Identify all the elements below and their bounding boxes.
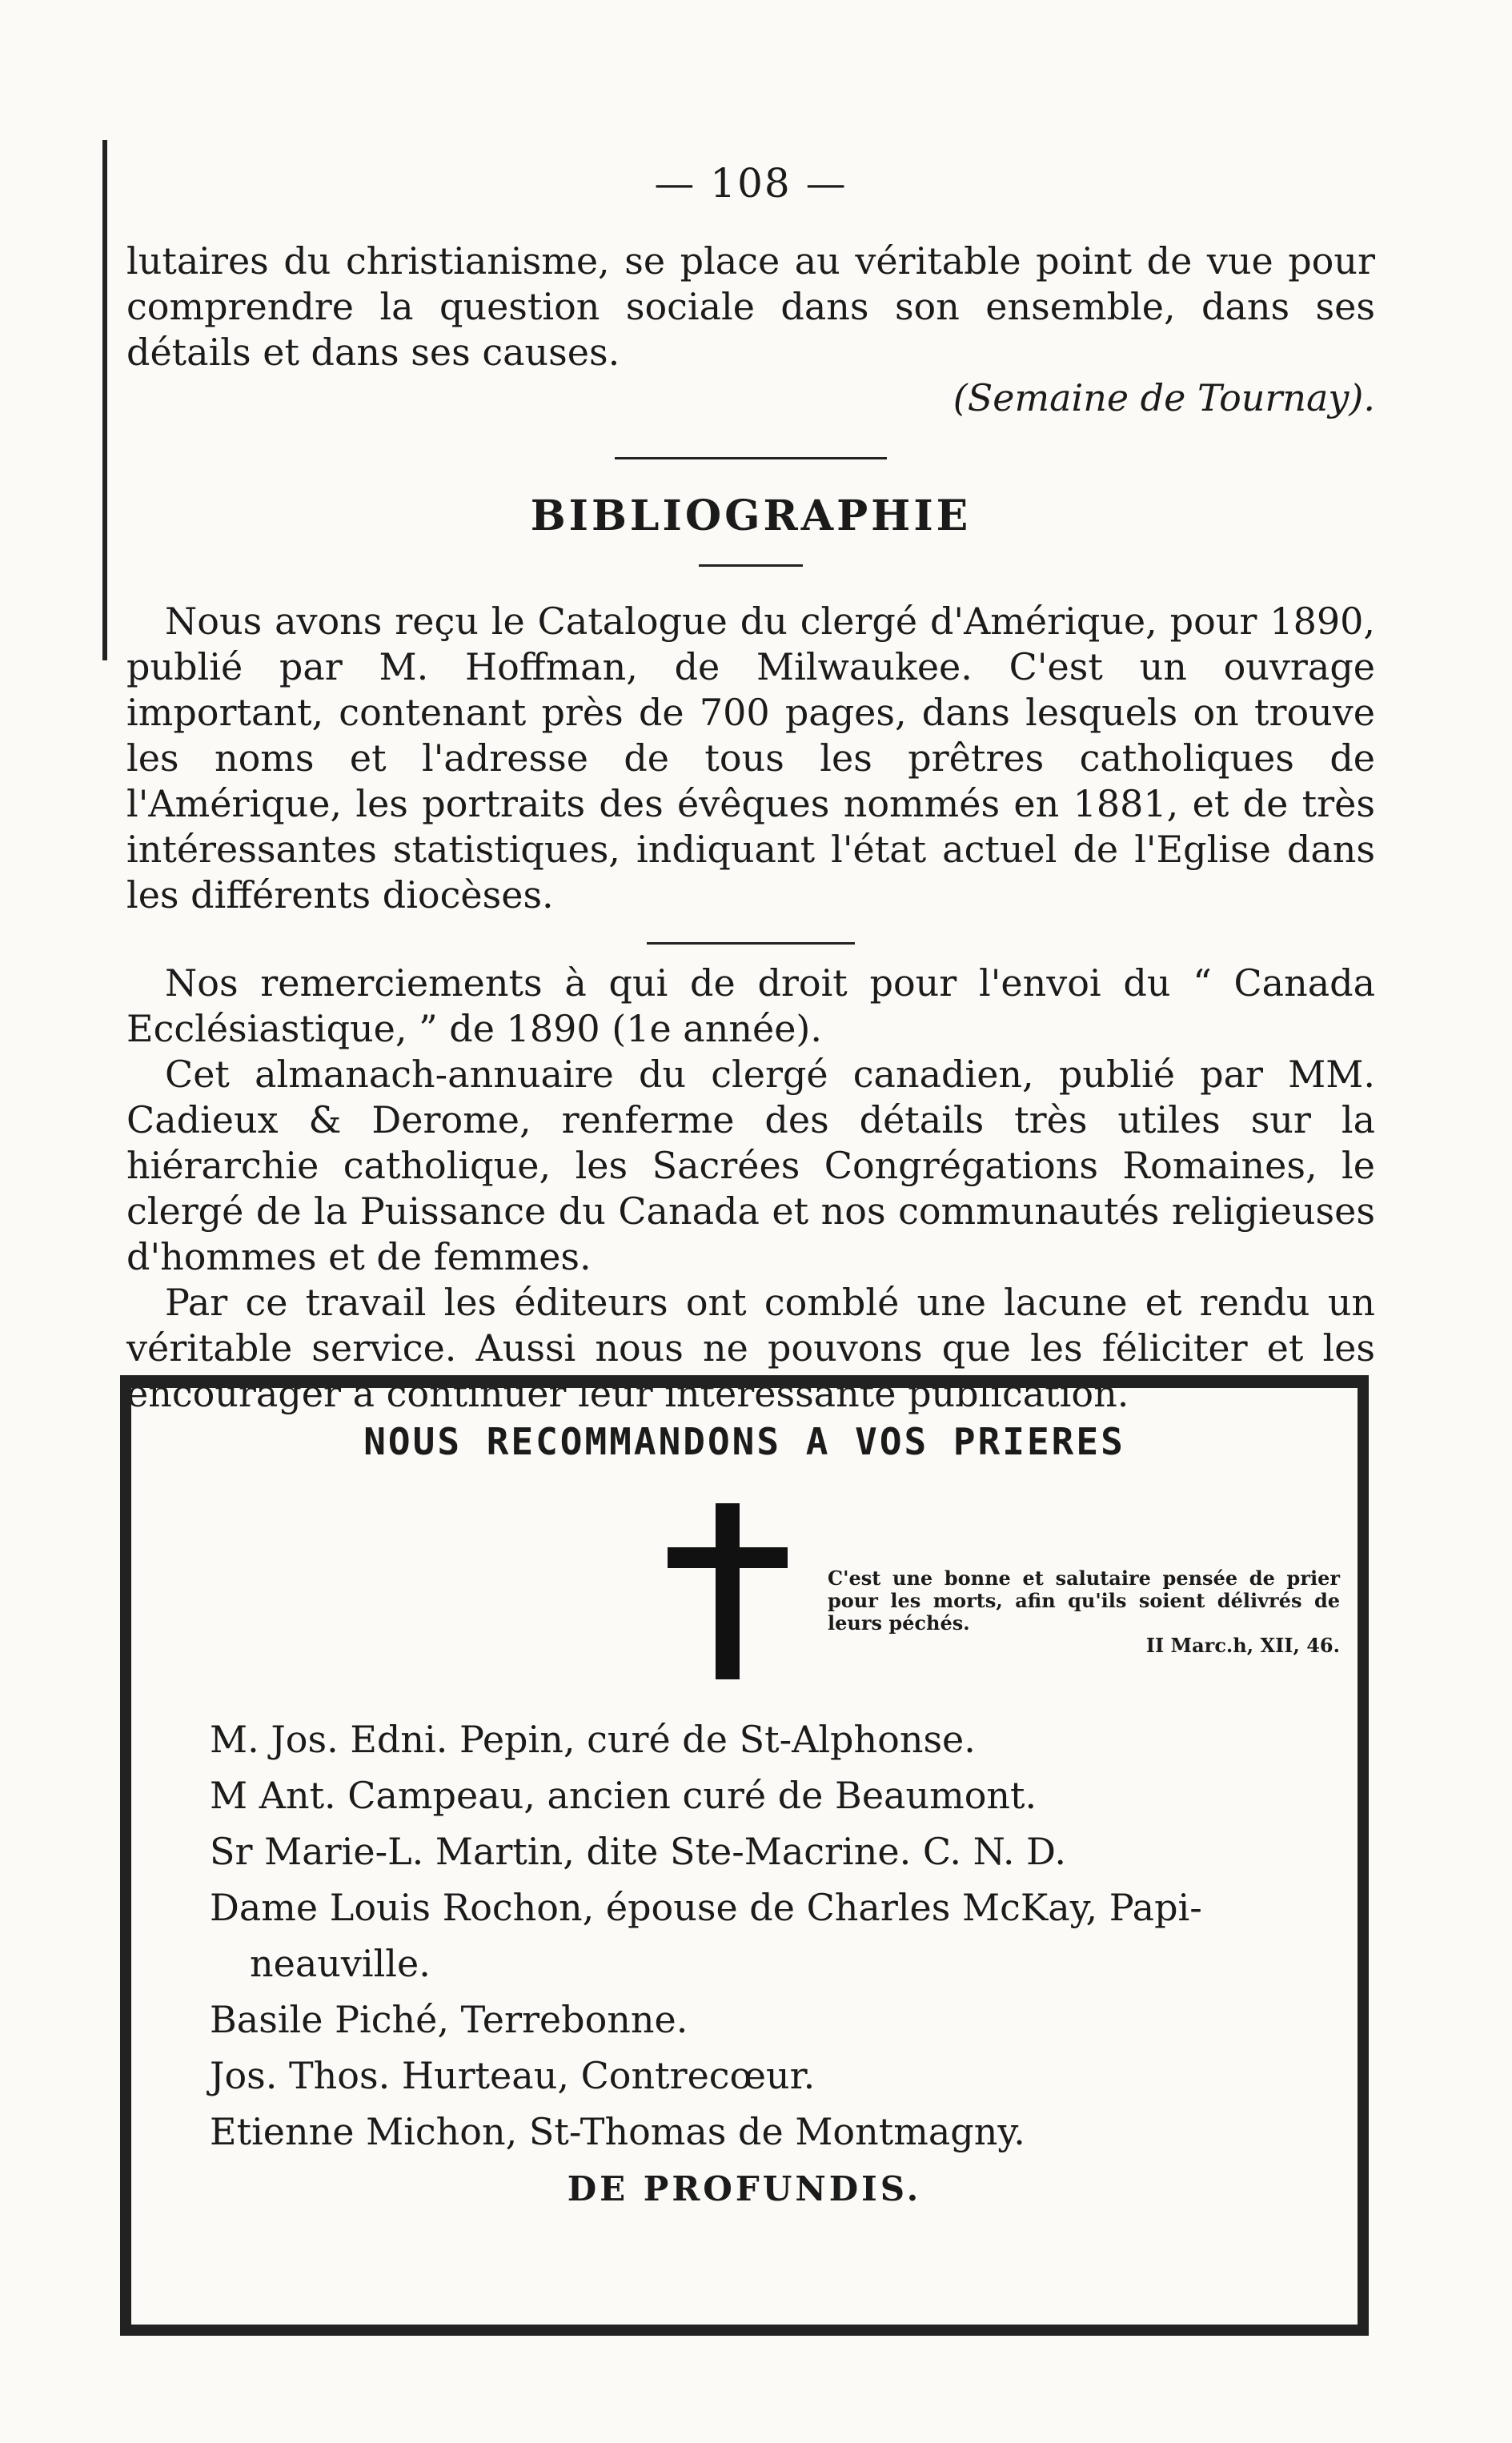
- list-item: [210, 1767, 1346, 1823]
- separator: [615, 457, 887, 459]
- bibliography-paragraph-4: Par ce travail les éditeurs ont comblé une lacune et rendu un véritable service. Aussi nous ne pouvons que les féliciter et les encourager à continuer leur intéressante publication.: [126, 1281, 1375, 1415]
- scripture-quote-text: C'est une bonne et salutaire pensée de prier pour les morts, afin qu'ils soient délivrés de leurs péchés.: [828, 1566, 1340, 1635]
- page: [126, 144, 1375, 1417]
- prayer-box-title: NOUS RECOMMANDONS A VOS PRIERES: [363, 1420, 1125, 1463]
- continuation-paragraph: [126, 239, 1375, 421]
- name-line: Etienne Michon, St-Thomas de Montmagny.: [210, 2110, 1025, 2153]
- list-item: [210, 1879, 1346, 1992]
- names-list: [178, 1711, 1346, 2160]
- name-line: Dame Louis Rochon, épouse de Charles McKay, Papi-: [210, 1886, 1202, 1929]
- prayer-box: [120, 1375, 1369, 2336]
- list-item: [210, 2048, 1346, 2104]
- name-line: Jos. Thos. Hurteau, Contrecœur.: [210, 2054, 816, 2097]
- name-line: Sr Marie-L. Martin, dite Ste-Macrine. C. N. D.: [210, 1830, 1067, 1873]
- list-item: [210, 1992, 1346, 2048]
- list-item: [210, 1711, 1346, 1767]
- cross-icon: [716, 1503, 740, 1679]
- continuation-source: (Semaine de Tournay).: [953, 376, 1375, 419]
- name-line: M Ant. Campeau, ancien curé de Beaumont.: [210, 1774, 1037, 1817]
- list-item: [210, 1823, 1346, 1879]
- name-line-continuation: neauville.: [250, 1942, 431, 1985]
- name-line: Basile Piché, Terrebonne.: [210, 1998, 688, 2041]
- name-line: M. Jos. Edni. Pepin, curé de St-Alphonse.: [210, 1718, 976, 1761]
- list-item: [210, 2104, 1346, 2160]
- scripture-quote: [828, 1567, 1340, 1657]
- closing-phrase: DE PROFUNDIS.: [567, 2169, 922, 2208]
- bibliography-paragraph-1: Nous avons reçu le Catalogue du clergé d'Amérique, pour 1890, publié par M. Hoffman, de Milwaukee. C'est un ouvrage important, contenant près de 700 pages, dans lesquels on trouve les noms et l'adresse de tous les prêtres catholiques de l'Amérique, les portraits des évêques nommés en 1881, et de très intéressantes statistiques, indiquant l'état actuel de l'Eglise dans les différents diocèses.: [126, 600, 1375, 917]
- continuation-text: lutaires du christianisme, se place au véritable point de vue pour comprendre la question sociale dans son ensemble, dans ses détails et dans ses causes.: [126, 239, 1375, 374]
- separator-short: [699, 564, 803, 567]
- bibliography-paragraph-3: Cet almanach-annuaire du clergé canadien, publié par MM. Cadieux & Derome, renferme des détails très utiles sur la hiérarchie catholique, les Sacrées Congrégations Romaines, le clergé de la Puissance du Canada et nos communautés religieuses d'hommes et de femmes.: [126, 1053, 1375, 1278]
- bibliography-paragraph-2: Nos remerciements à qui de droit pour l'envoi du “ Canada Ecclésiastique, ” de 1890 (1e année).: [126, 961, 1375, 1050]
- page-number: — 108 —: [654, 160, 848, 207]
- cross-icon-bar: [668, 1547, 788, 1568]
- bibliography-title: BIBLIOGRAPHIE: [530, 491, 972, 540]
- separator: [647, 942, 855, 945]
- margin-rule: [102, 140, 107, 660]
- scripture-reference: II Marc.h, XII, 46.: [1145, 1634, 1340, 1657]
- cross-area: [131, 1487, 1358, 1679]
